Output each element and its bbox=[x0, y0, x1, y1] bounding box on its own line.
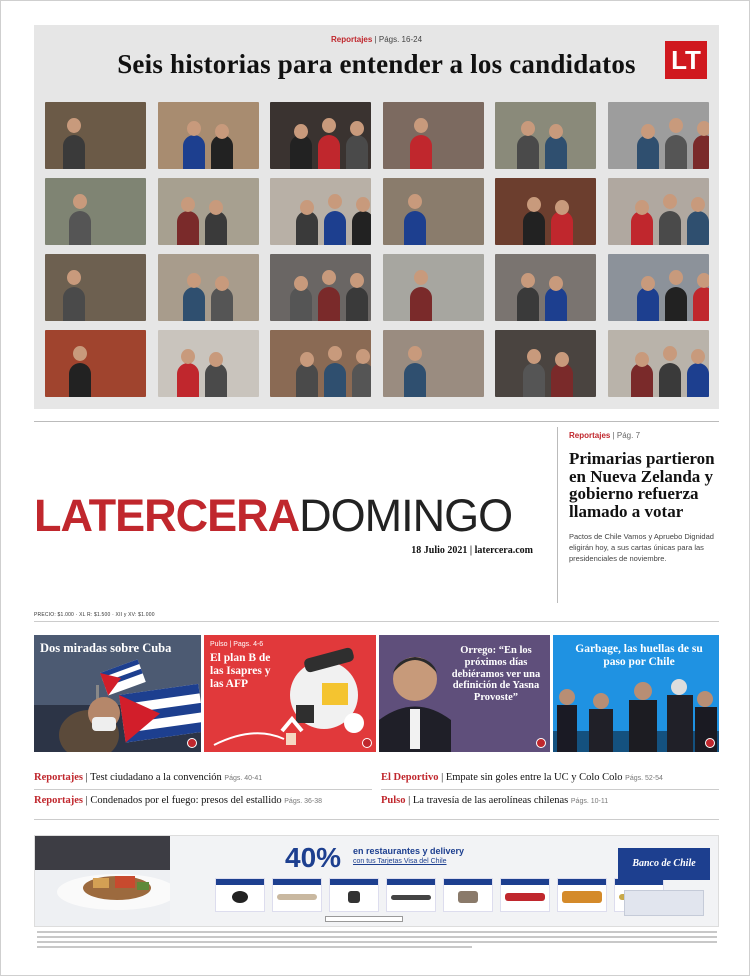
food-plate-image bbox=[35, 836, 170, 927]
page-badge-icon bbox=[536, 738, 546, 748]
bank-logo: Banco de Chile bbox=[618, 848, 710, 880]
story-section: El Deportivo bbox=[381, 772, 439, 783]
masthead-logo bbox=[34, 490, 513, 541]
candidate-photo bbox=[45, 178, 146, 245]
story-page: Págs. 52-54 bbox=[625, 775, 663, 782]
masthead-brand-black: DOMINGO bbox=[299, 490, 513, 541]
partner-logo bbox=[500, 878, 550, 912]
feature-kicker: Reportajes | Págs. 16-24 bbox=[330, 35, 423, 44]
side-story-section[interactable]: Reportajes bbox=[569, 431, 611, 440]
candidate-photo bbox=[45, 102, 146, 169]
story-text: Condenados por el fuego: presos del estallido bbox=[90, 795, 282, 806]
candidate-photo bbox=[383, 102, 484, 169]
feature-section[interactable]: Reportajes bbox=[330, 35, 373, 44]
candidate-photo bbox=[270, 102, 371, 169]
candidate-photo bbox=[158, 102, 259, 169]
candidate-photo bbox=[383, 178, 484, 245]
candidate-photo bbox=[270, 254, 371, 321]
promo-isapres-title: El plan B de las Isapres y las AFP bbox=[210, 652, 271, 690]
candidate-photo bbox=[495, 102, 596, 169]
candidate-photo bbox=[158, 178, 259, 245]
promo-garbage-title: Garbage, las huellas de su paso por Chile bbox=[575, 643, 703, 668]
candidate-photo bbox=[608, 254, 709, 321]
candidate-photo bbox=[383, 330, 484, 397]
candidate-photo bbox=[270, 178, 371, 245]
bank-advertisement[interactable] bbox=[34, 835, 719, 927]
page-badge-icon bbox=[705, 738, 715, 748]
story-text: La travesía de las aerolíneas chilenas bbox=[412, 795, 569, 806]
feature-headline[interactable]: Seis historias para entender a los candidatos bbox=[117, 49, 636, 79]
price-line: PRECIO: $1.000 · XL R: $1.500 · XII y XV: $1.000 bbox=[34, 612, 155, 618]
story-page: Págs. 40-41 bbox=[224, 775, 263, 782]
candidate-photo bbox=[495, 330, 596, 397]
story-text: Test ciudadano a la convención bbox=[90, 772, 222, 783]
vertical-divider bbox=[557, 427, 558, 603]
story-section: Pulso bbox=[381, 795, 406, 806]
side-story-body: Pactos de Chile Vamos y Apruebo Dignidad eligirán hoy, a sus cartas únicas para las presidenciales de noviembre. bbox=[569, 531, 714, 564]
candidate-photo bbox=[495, 178, 596, 245]
promo-garbage[interactable] bbox=[553, 635, 719, 752]
candidate-photo bbox=[608, 330, 709, 397]
feature-block bbox=[34, 25, 719, 409]
candidate-photo bbox=[270, 330, 371, 397]
partner-logo bbox=[272, 878, 322, 912]
story-section: Reportajes bbox=[34, 795, 83, 806]
candidate-photo bbox=[45, 254, 146, 321]
partner-logo bbox=[329, 878, 379, 912]
divider bbox=[34, 789, 372, 790]
side-story-page-ref: Pág. 7 bbox=[616, 431, 641, 440]
story-page: Págs. 10-11 bbox=[570, 798, 609, 805]
promo-orrego-title: Orrego: “En los próximos días debiéramos ver una definición de Yasna Provoste” bbox=[451, 645, 541, 703]
lt-logo: LT bbox=[665, 41, 707, 79]
candidate-photo bbox=[495, 254, 596, 321]
candidate-photo-grid bbox=[45, 102, 709, 398]
partner-logos bbox=[215, 878, 664, 912]
discount-percent: 40% bbox=[285, 842, 342, 873]
dateline: 18 Julio 2021 | latercera.com bbox=[411, 545, 533, 556]
promo-cuba-title: Dos miradas sobre Cuba bbox=[40, 641, 172, 655]
candidate-photo bbox=[158, 330, 259, 397]
discount-line: en restaurantes y delivery bbox=[353, 846, 465, 856]
promo-isapres-kicker: Pulso | Pags. 4-6 bbox=[210, 641, 264, 648]
candidate-photo bbox=[158, 254, 259, 321]
story-text: Empate sin goles entre la UC y Colo Colo bbox=[445, 772, 623, 783]
page-badge-icon bbox=[362, 738, 372, 748]
discount-sub: con tus Tarjetas Visa del Chile bbox=[353, 858, 447, 865]
candidate-photo bbox=[45, 330, 146, 397]
partner-logo bbox=[557, 878, 607, 912]
divider bbox=[34, 819, 719, 820]
feature-page-ref: Págs. 16-24 bbox=[378, 35, 423, 44]
story-link[interactable]: Reportajes | Test ciudadano a la convención Págs. 40-41 bbox=[34, 772, 263, 783]
legal-fine-print bbox=[37, 931, 717, 957]
side-story-headline[interactable]: Primarias partieron en Nueva Zelanda y gobierno refuerza llamado a votar bbox=[569, 449, 715, 522]
story-link[interactable]: Pulso | La travesía de las aerolíneas chilenas Págs. 10-11 bbox=[381, 795, 609, 806]
promo-orrego[interactable] bbox=[379, 635, 550, 752]
story-page: Págs. 36-38 bbox=[284, 798, 323, 805]
side-story-kicker: Reportajes | Pág. 7 bbox=[569, 431, 641, 440]
partner-logo bbox=[215, 878, 265, 912]
promo-isapres[interactable] bbox=[204, 635, 376, 752]
partner-logo bbox=[386, 878, 436, 912]
candidate-photo bbox=[608, 178, 709, 245]
page-badge-icon bbox=[187, 738, 197, 748]
candidate-photo bbox=[383, 254, 484, 321]
partner-logo bbox=[443, 878, 493, 912]
divider bbox=[34, 621, 719, 622]
promo-cuba[interactable] bbox=[34, 635, 201, 752]
story-section: Reportajes bbox=[34, 772, 83, 783]
story-link[interactable]: Reportajes | Condenados por el fuego: presos del estallido Págs. 36-38 bbox=[34, 795, 323, 806]
masthead-brand-red: LATERCERA bbox=[34, 490, 300, 541]
ad-info-bar bbox=[325, 916, 403, 922]
divider bbox=[381, 789, 719, 790]
side-story bbox=[569, 431, 721, 564]
divider bbox=[34, 421, 719, 422]
story-link[interactable]: El Deportivo | Empate sin goles entre la UC y Colo Colo Págs. 52-54 bbox=[381, 772, 663, 783]
candidate-photo bbox=[608, 102, 709, 169]
credit-cards-image bbox=[624, 890, 704, 916]
